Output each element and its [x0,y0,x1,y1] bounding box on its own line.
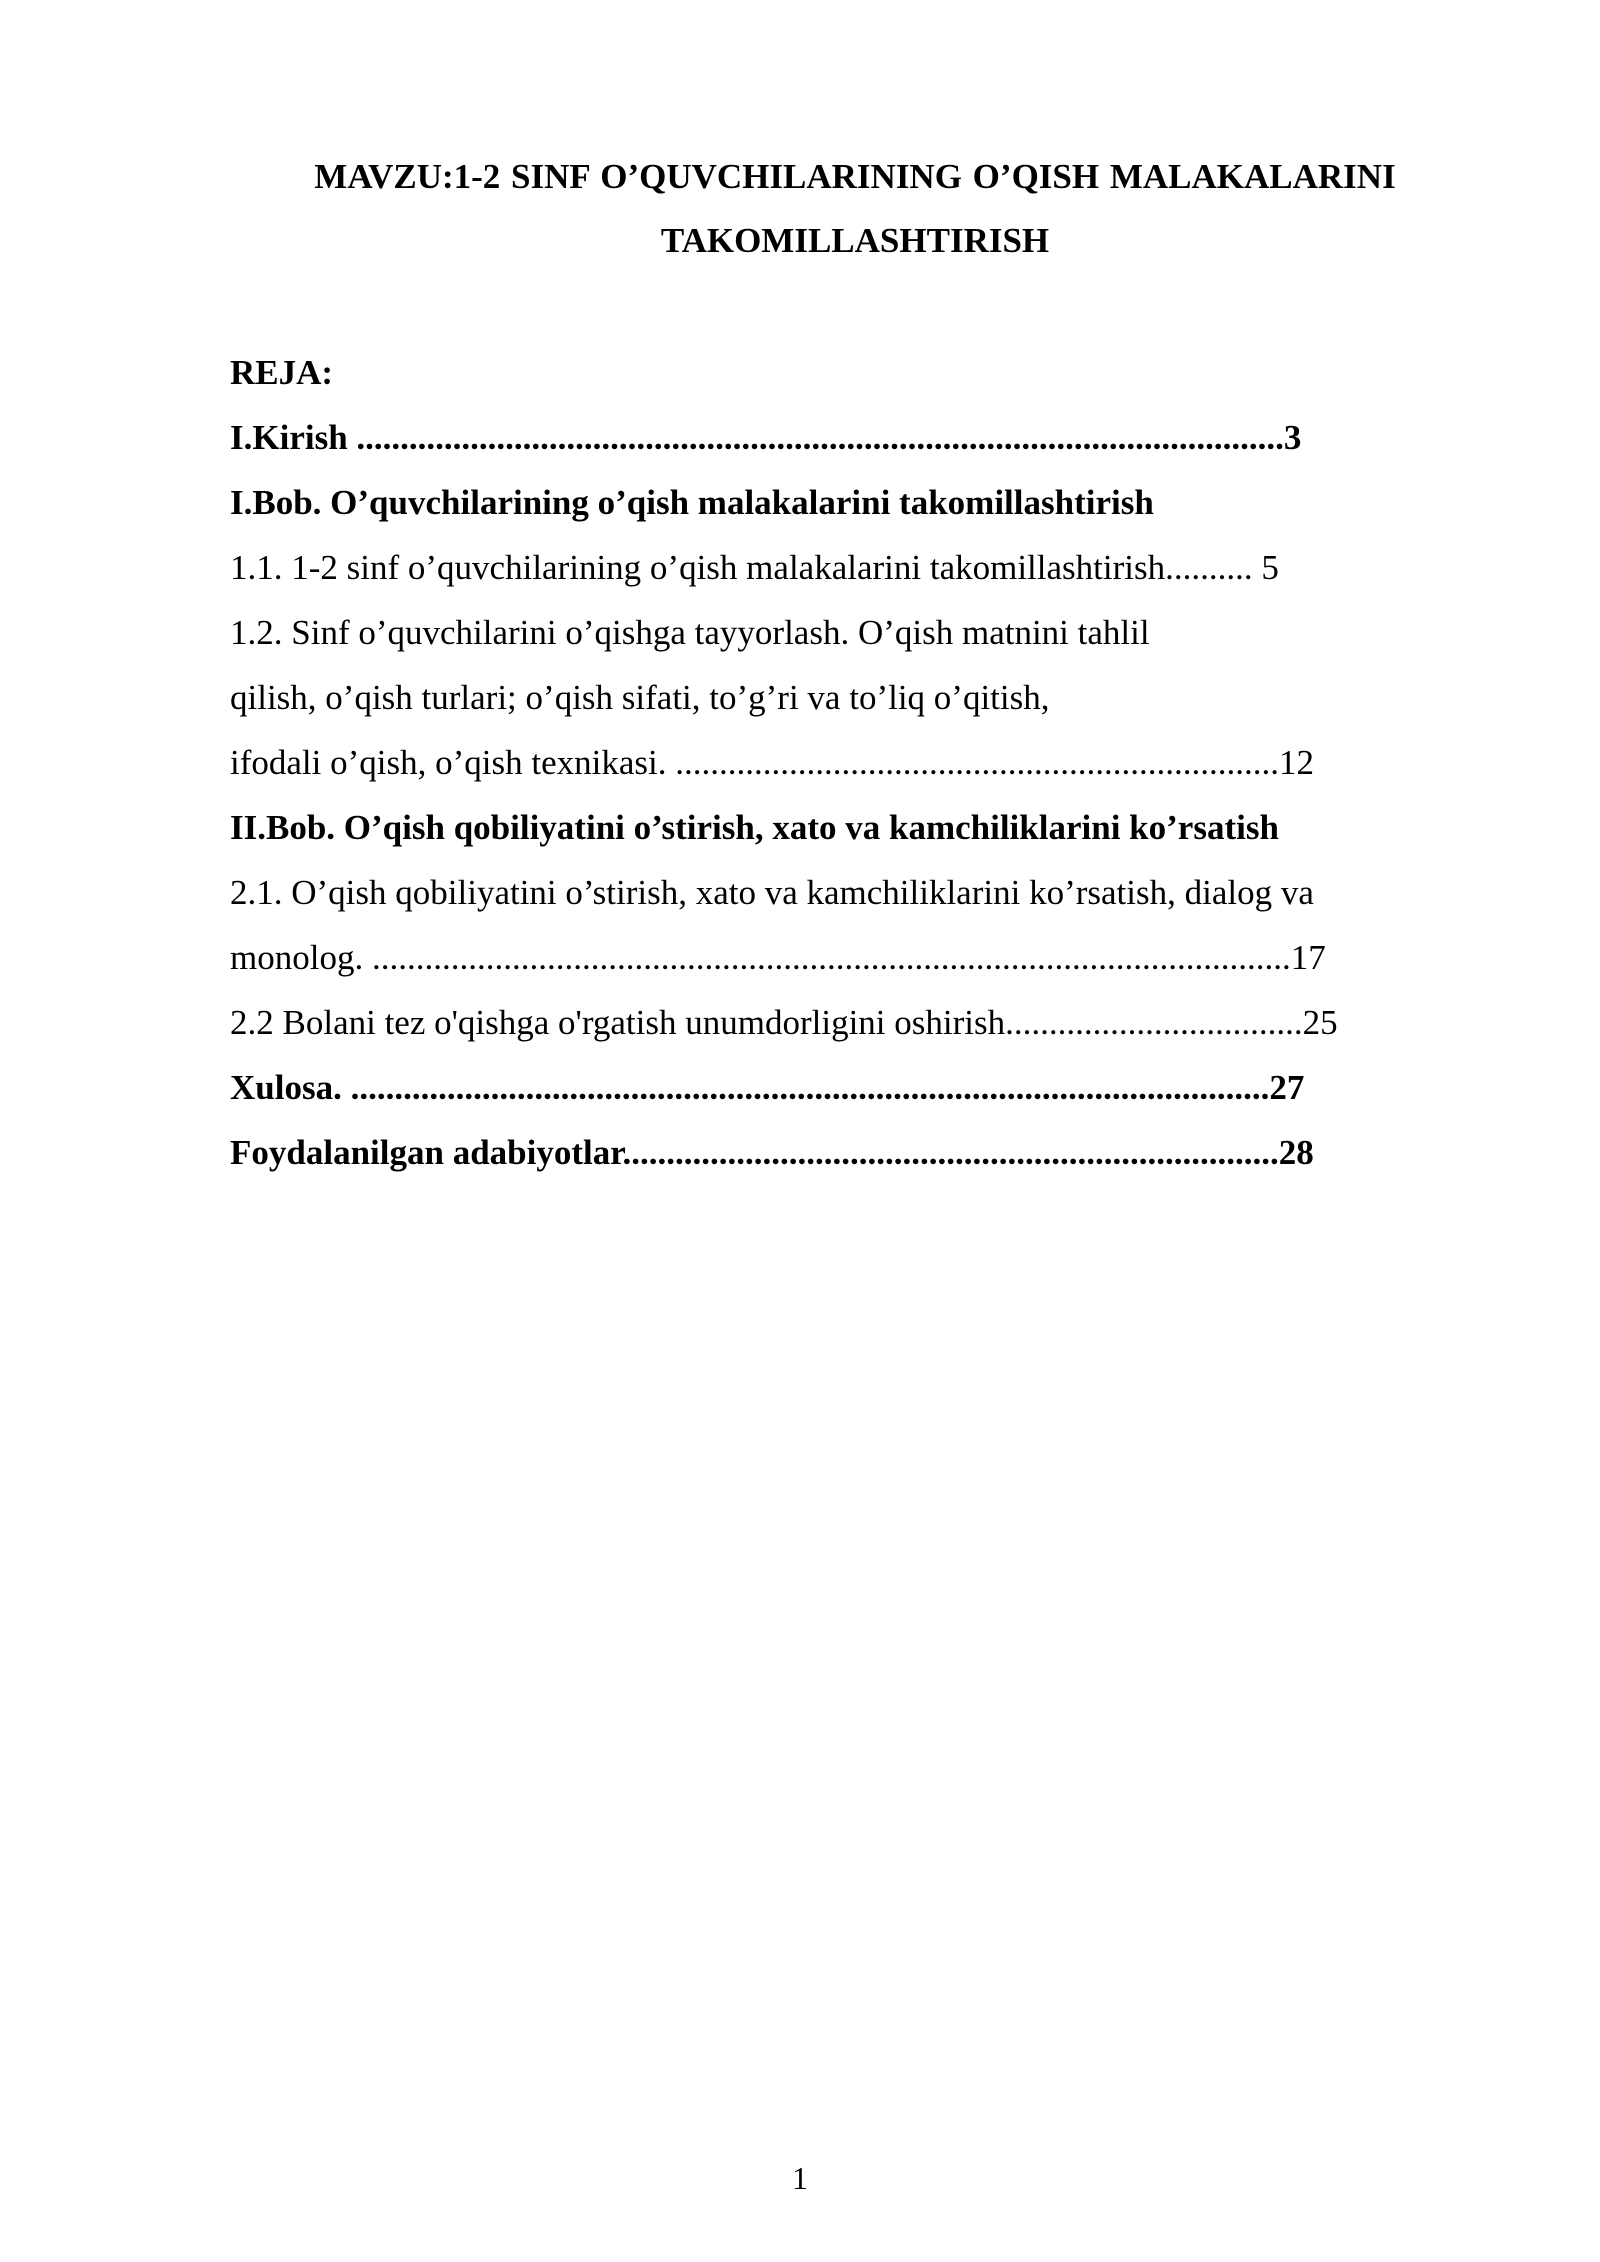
table-of-contents [230,340,1460,1185]
plan-heading: REJA: [230,353,334,392]
document-title [230,145,1480,273]
toc-entry-section-1-2-line-2: qilish, o’qish turlari; o’qish sifati, to’g’ri va to’liq o’qitish, [230,678,1050,717]
toc-entry-references: Foydalanilgan adabiyotlar...........................................................................28 [230,1133,1314,1172]
toc-entry-section-1-1: 1.1. 1-2 sinf o’quvchilarining o’qish malakalarini takomillashtirish.......... 5 [230,548,1279,587]
toc-entry-conclusion: Xulosa. .........................................................................................................27 [230,1068,1305,1107]
toc-entry-section-2-1-line-2: monolog. .........................................................................................................17 [230,938,1326,977]
title-line-2: TAKOMILLASHTIRISH [660,221,1050,260]
title-line-1: MAVZU:1-2 SINF O’QUVCHILARINING O’QISH MALAKALARINI [314,157,1396,196]
toc-entry-section-1-2-line-3: ifodali o’qish, o’qish texnikasi. .....................................................................12 [230,743,1314,782]
toc-entry-section-1-2-line-1: 1.2. Sinf o’quvchilarini o’qishga tayyorlash. O’qish matnini tahlil [230,613,1150,652]
toc-entry-section-2-1-line-1: 2.1. O’qish qobiliyatini o’stirish, xato va kamchiliklarini ko’rsatish, dialog va [230,873,1314,912]
toc-entry-chapter-2: II.Bob. O’qish qobiliyatini o’stirish, xato va kamchiliklarini ko’rsatish [230,808,1279,847]
page-number: 1 [792,2160,808,2196]
toc-entry-section-2-2: 2.2 Bolani tez o'qishga o'rgatish unumdorligini oshirish..................................25 [230,1003,1338,1042]
toc-entry-introduction: I.Kirish ..........................................................................................................3 [230,418,1302,457]
toc-entry-chapter-1: I.Bob. O’quvchilarining o’qish malakalarini takomillashtirish [230,483,1154,522]
